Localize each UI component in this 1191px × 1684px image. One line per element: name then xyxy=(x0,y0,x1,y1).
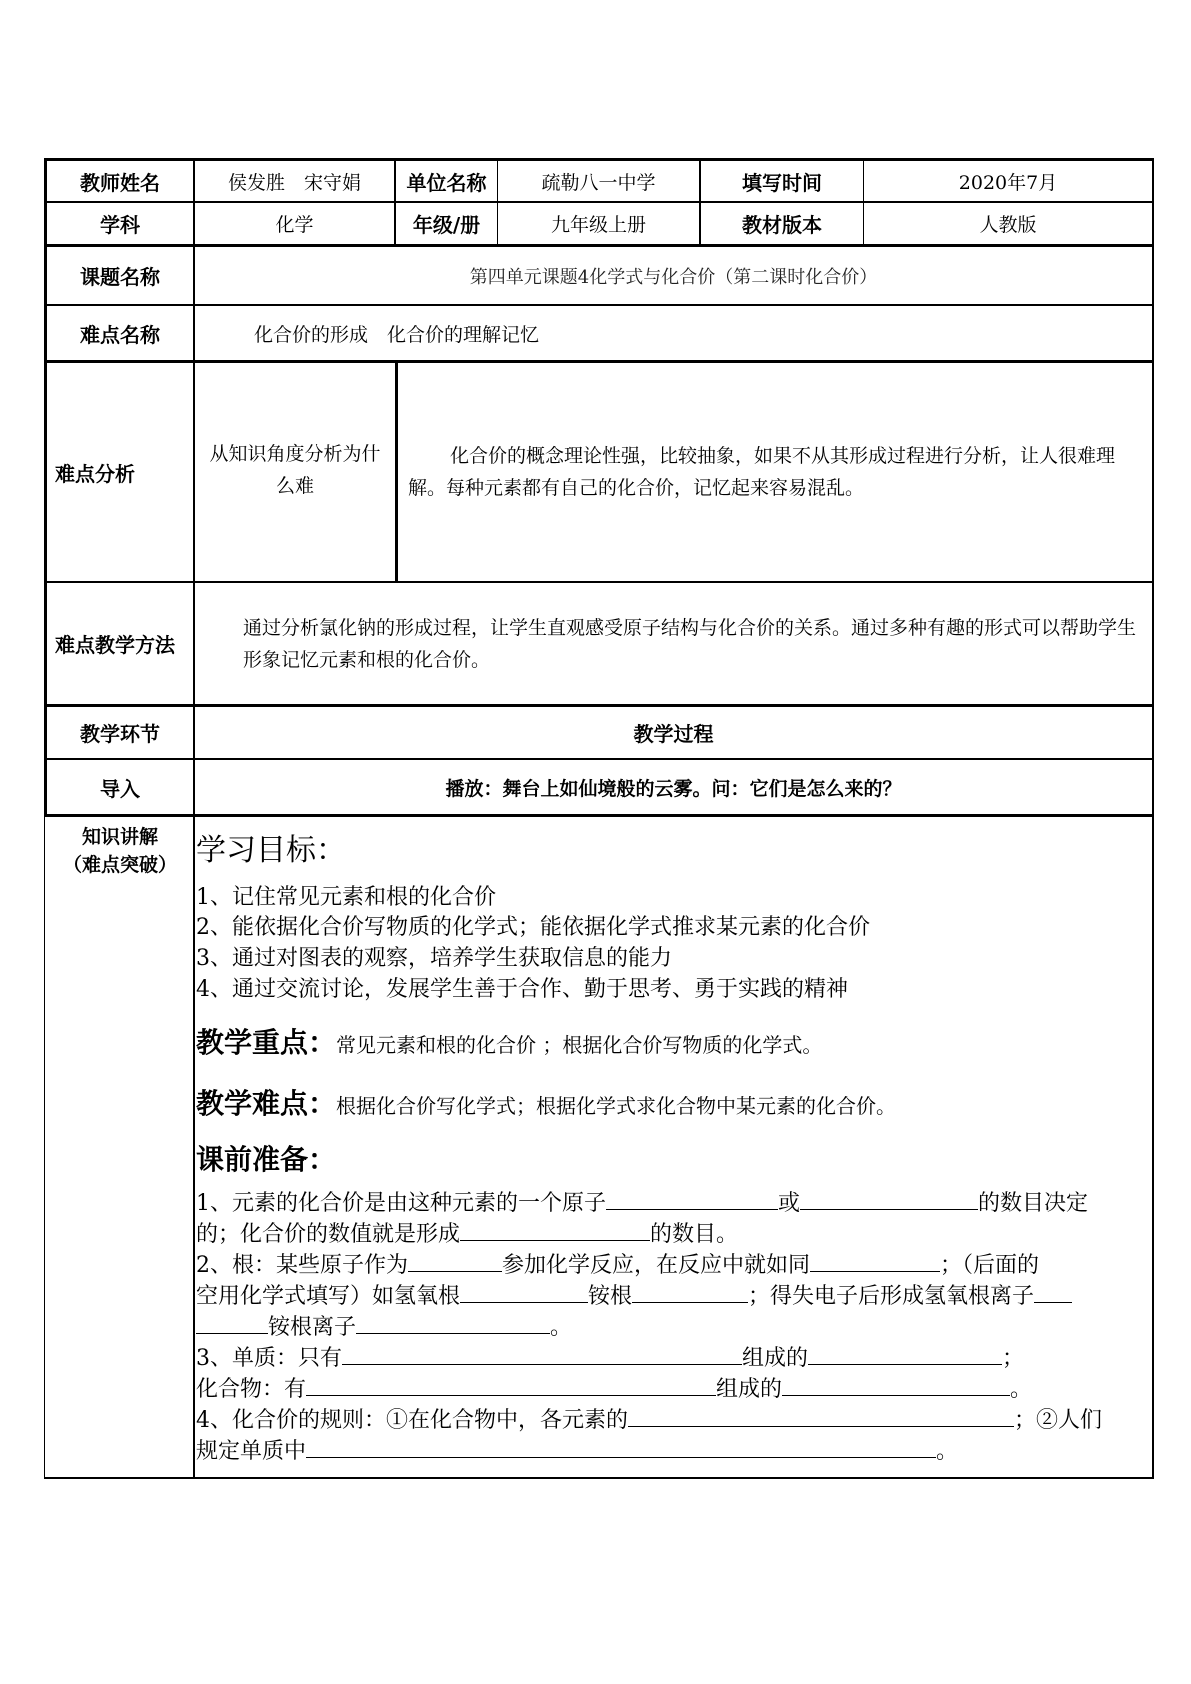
question-2-line-2 xyxy=(196,1282,1072,1312)
q2-text: 铵根 xyxy=(588,1284,633,1309)
question-4-line-2 xyxy=(196,1437,958,1467)
intro-value: 播放：舞台上如仙境般的云雾。问：它们是怎么来的？ xyxy=(445,777,902,800)
q3-text: 组成的 xyxy=(742,1346,809,1371)
date-value: 2020年7月 xyxy=(958,171,1058,194)
hard-text: 根据化合价写化学式；根据化学式求化合物中某元素的化合价。 xyxy=(336,1094,897,1118)
question-1-line-1 xyxy=(196,1189,1088,1219)
q2-blank-2[interactable] xyxy=(810,1251,940,1272)
focus-title: 教学重点： xyxy=(196,1026,337,1059)
q3-blank-1[interactable] xyxy=(342,1344,742,1365)
q1-text: 1、元素的化合价是由这种元素的一个原子 xyxy=(196,1191,606,1216)
q2-text: 空用化学式填写）如氢氧根 xyxy=(196,1284,461,1309)
process-label: 教学环节 xyxy=(80,722,160,746)
q4-text: 。 xyxy=(936,1439,959,1464)
q2-blank-1[interactable] xyxy=(408,1251,502,1272)
q2-text: ；（后面的 xyxy=(940,1253,1040,1278)
knowledge-label: 知识讲解 xyxy=(81,825,158,848)
q3-text: 化合物：有 xyxy=(196,1377,307,1402)
q3-blank-2[interactable] xyxy=(808,1344,1002,1365)
q3-blank-4[interactable] xyxy=(782,1375,1010,1396)
difficulty-value: 化合价的形成 化合价的理解记忆 xyxy=(254,323,540,346)
q2-blank-6[interactable] xyxy=(356,1313,550,1334)
teacher-label: 教师姓名 xyxy=(80,170,160,195)
q3-blank-3[interactable] xyxy=(306,1375,716,1396)
question-3-line-1 xyxy=(196,1344,1024,1374)
q1-blank-2[interactable] xyxy=(800,1189,978,1210)
q2-blank-5[interactable] xyxy=(1034,1282,1072,1303)
date-label: 填写时间 xyxy=(742,170,822,195)
hard-line xyxy=(196,1086,896,1125)
teacher-value: 侯发胜 宋守娟 xyxy=(227,171,361,194)
q2-text: 参加化学反应，在反应中就如同 xyxy=(502,1253,811,1278)
analysis-label: 难点分析 xyxy=(55,461,135,486)
subject-value: 化学 xyxy=(275,214,314,236)
question-2-line-3 xyxy=(196,1313,572,1343)
prep-title: 课前准备： xyxy=(196,1143,337,1176)
intro-label: 导入 xyxy=(100,776,140,801)
q3-text: ； xyxy=(1002,1346,1025,1371)
question-4-line-1 xyxy=(196,1406,1102,1436)
q4-text: 4、化合价的规则：①在化合物中，各元素的 xyxy=(196,1408,628,1433)
topic-label: 课题名称 xyxy=(80,265,160,289)
q1-text: 的数目决定 xyxy=(978,1191,1089,1216)
analysis-sublabel: 从知识角度分析为什么难 xyxy=(209,443,381,497)
edition-label: 教材版本 xyxy=(742,213,822,237)
q1-blank-1[interactable] xyxy=(606,1189,778,1210)
edition-value: 人教版 xyxy=(979,214,1037,236)
q2-blank-4[interactable] xyxy=(632,1282,748,1303)
q1-blank-3[interactable] xyxy=(460,1220,650,1241)
method-text: 通过分析氯化钠的形成过程，让学生直观感受原子结构与化合价的关系。通过多种有趣的形式可以帮助学生形象记忆元素和根的化合价。 xyxy=(243,617,1137,671)
q3-text: 3、单质：只有 xyxy=(196,1346,342,1371)
knowledge-label-sub: （难点突破） xyxy=(62,853,177,876)
q1-text: 的数目。 xyxy=(650,1222,739,1247)
unit-label: 单位名称 xyxy=(406,170,487,195)
question-3-line-2 xyxy=(196,1375,1032,1405)
objective-item: 3、通过对图表的观察，培养学生获取信息的能力 xyxy=(196,946,672,971)
q3-text: 组成的 xyxy=(716,1377,783,1402)
method-label: 难点教学方法 xyxy=(55,633,175,657)
objective-item: 4、通过交流讨论，发展学生善于合作、勤于思考、勇于实践的精神 xyxy=(196,977,848,1002)
focus-line xyxy=(196,1025,822,1064)
unit-value: 疏勒八一中学 xyxy=(541,171,656,194)
q4-blank-1[interactable] xyxy=(628,1406,1014,1427)
q2-text: 铵根离子 xyxy=(268,1315,357,1340)
grade-label: 年级/册 xyxy=(412,213,481,237)
analysis-text: 化合价的概念理论性强，比较抽象，如果不从其形成过程进行分析，让人很难理解。每种元素都有自己的化合价，记忆起来容易混乱。 xyxy=(408,445,1116,499)
focus-text: 常见元素和根的化合价 ；根据化合价写物质的化学式。 xyxy=(336,1033,823,1057)
q3-text: 。 xyxy=(1010,1377,1033,1402)
question-1-line-2 xyxy=(196,1220,738,1250)
q2-text: ；得失电子后形成氢氧根离子 xyxy=(748,1284,1035,1309)
hard-title: 教学难点： xyxy=(196,1087,337,1120)
q1-text: 的；化合价的数值就是形成 xyxy=(196,1222,461,1247)
q1-text: 或 xyxy=(778,1191,801,1216)
grade-value: 九年级上册 xyxy=(550,214,646,236)
question-2-line-1 xyxy=(196,1251,1039,1281)
process-value: 教学过程 xyxy=(633,722,714,746)
q4-text: 规定单质中 xyxy=(196,1439,307,1464)
topic-value: 第四单元课题4化学式与化合价（第二课时化合价） xyxy=(469,266,878,288)
q4-blank-2[interactable] xyxy=(306,1437,936,1458)
q4-text: ；②人们 xyxy=(1014,1408,1103,1433)
subject-label: 学科 xyxy=(100,213,140,237)
objective-item: 2、能依据化合价写物质的化学式；能依据化学式推求某元素的化合价 xyxy=(196,915,870,940)
q2-text: 。 xyxy=(550,1315,573,1340)
objectives-title: 学习目标： xyxy=(196,833,346,868)
q2-blank-3[interactable] xyxy=(460,1282,588,1303)
difficulty-label: 难点名称 xyxy=(80,322,160,347)
q2-text: 2、根：某些原子作为 xyxy=(196,1253,408,1278)
objective-item: 1、记住常见元素和根的化合价 xyxy=(196,885,496,910)
q2-blank-5-cont[interactable] xyxy=(196,1313,268,1334)
